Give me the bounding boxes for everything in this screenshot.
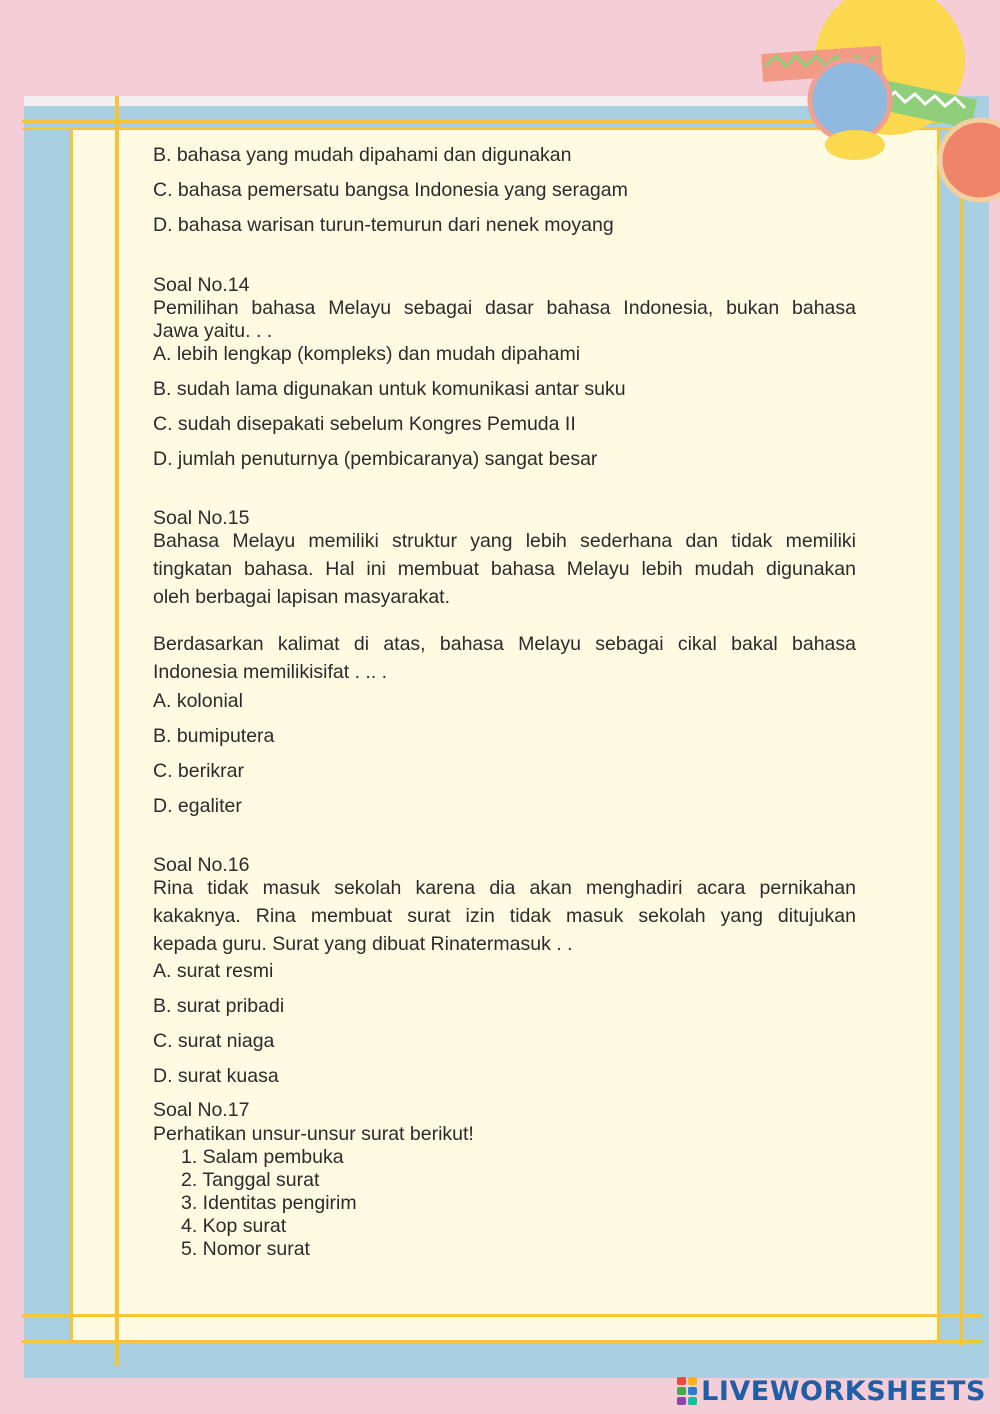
option-b: B. bahasa yang mudah dipahami dan digunakan xyxy=(153,144,572,166)
question-title: Soal No.15 xyxy=(153,507,250,529)
option-a: A. lebih lengkap (kompleks) dan mudah dipahami xyxy=(153,343,581,365)
option-c: C. sudah disepakati sebelum Kongres Pemuda II xyxy=(153,413,576,435)
option-d: D. surat kuasa xyxy=(153,1065,279,1087)
corner-decoration xyxy=(740,0,1000,215)
logo-text: LIVEWORKSHEETS xyxy=(701,1375,986,1407)
question-text: Indonesia memilikisifat . .. . xyxy=(153,661,388,683)
list-item: 3. Identitas pengirim xyxy=(181,1192,357,1214)
question-text: kakaknya. Rina membuat surat izin tidak masuk sekolah yang ditujukan xyxy=(153,905,856,927)
passage-text: tingkatan bahasa. Hal ini membuat bahasa Melayu lebih mudah digunakan xyxy=(153,558,856,580)
logo-mark-icon xyxy=(677,1377,697,1405)
option-b: B. bumiputera xyxy=(153,725,275,747)
option-d: D. egaliter xyxy=(153,795,242,817)
question-text: Perhatikan unsur-unsur surat berikut! xyxy=(153,1123,474,1145)
gold-line-left xyxy=(115,96,119,1366)
passage-text: Bahasa Melayu memiliki struktur yang lebih sederhana dan tidak memiliki xyxy=(153,530,856,552)
question-title: Soal No.16 xyxy=(153,854,250,876)
option-a: A. kolonial xyxy=(153,690,243,712)
gold-line-left-2 xyxy=(70,130,73,1342)
option-d: D. jumlah penuturnya (pembicaranya) sangat besar xyxy=(153,448,598,470)
gold-line-right-2 xyxy=(960,96,963,1346)
option-d: D. bahasa warisan turun-temurun dari nenek moyang xyxy=(153,214,614,236)
option-a: A. surat resmi xyxy=(153,960,274,982)
option-c: C. bahasa pemersatu bangsa Indonesia yang seragam xyxy=(153,179,628,201)
list-item: 2. Tanggal surat xyxy=(181,1169,320,1191)
question-text: kepada guru. Surat yang dibuat Rinatermasuk . . xyxy=(153,933,573,955)
list-item: 5. Nomor surat xyxy=(181,1238,310,1260)
passage-text: oleh berbagai lapisan masyarakat. xyxy=(153,586,451,608)
liveworksheets-logo[interactable] xyxy=(677,1374,986,1408)
list-item: 1. Salam pembuka xyxy=(181,1146,344,1168)
question-title: Soal No.14 xyxy=(153,274,250,296)
question-text: Rina tidak masuk sekolah karena dia akan menghadiri acara pernikahan xyxy=(153,877,856,899)
option-c: C. surat niaga xyxy=(153,1030,275,1052)
question-text: Jawa yaitu. . . xyxy=(153,320,273,342)
gold-line-bottom xyxy=(22,1314,982,1317)
gold-line-bottom-2 xyxy=(22,1340,982,1343)
list-item: 4. Kop surat xyxy=(181,1215,287,1237)
option-b: B. sudah lama digunakan untuk komunikasi antar suku xyxy=(153,378,626,400)
question-text: Berdasarkan kalimat di atas, bahasa Melayu sebagai cikal bakal bahasa xyxy=(153,633,856,655)
question-text: Pemilihan bahasa Melayu sebagai dasar bahasa Indonesia, bukan bahasa xyxy=(153,297,856,319)
option-b: B. surat pribadi xyxy=(153,995,285,1017)
question-title: Soal No.17 xyxy=(153,1099,250,1121)
option-c: C. berikrar xyxy=(153,760,245,782)
gold-line-right xyxy=(937,130,940,1342)
